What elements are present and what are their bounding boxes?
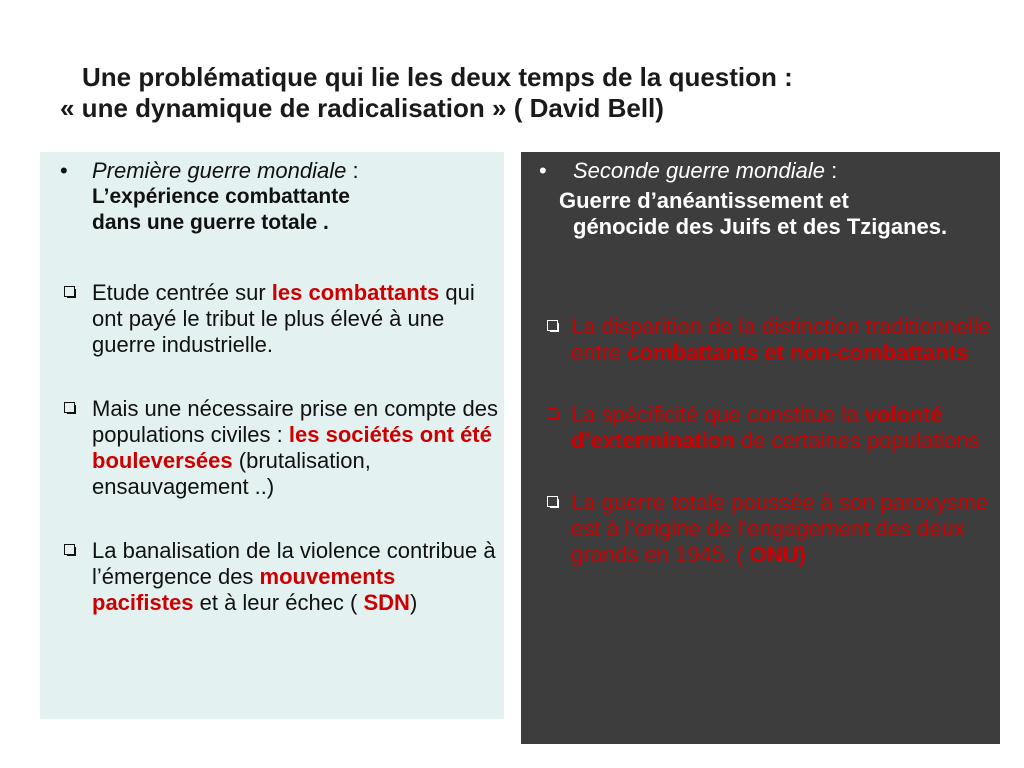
checkbox-bullet-icon bbox=[64, 544, 75, 555]
title-line-2: « une dynamique de radicalisation » ( David Bell) bbox=[60, 93, 664, 123]
right-item-2: La spécificité que constitue la volonté d’extermination de certaines populations bbox=[543, 402, 991, 454]
checkbox-bullet-icon bbox=[547, 496, 558, 507]
left-item-1: Etude centrée sur les combattants qui ont payé le tribut le plus élevé à une guerre industrielle. bbox=[60, 280, 500, 358]
left-panel-first-world-war bbox=[40, 152, 504, 719]
right-subheading-line-1: Guerre d’anéantissement et bbox=[559, 188, 849, 213]
left-heading: Première guerre mondiale bbox=[92, 158, 347, 183]
bullet-dot-icon: • bbox=[539, 158, 547, 183]
checkbox-bullet-icon bbox=[547, 408, 558, 419]
title-line-1: Une problématique qui lie les deux temps de la question : bbox=[82, 62, 793, 92]
right-heading: Seconde guerre mondiale bbox=[573, 158, 825, 183]
left-subheading-line-1: L’expérience combattante bbox=[92, 185, 350, 208]
left-subheading-line-2: dans une guerre totale . bbox=[92, 211, 329, 234]
left-item-2: Mais une nécessaire prise en compte des populations civiles : les sociétés ont été bouleversées (brutalisation, ensauvagement ..) bbox=[60, 396, 500, 500]
checkbox-bullet-icon bbox=[64, 402, 75, 413]
left-item-3: La banalisation de la violence contribue à l’émergence des mouvements pacifistes et à leur échec ( SDN) bbox=[60, 538, 500, 616]
right-item-1: La disparition de la distinction traditionnelle entre combattants et non-combattants bbox=[543, 314, 991, 366]
bullet-dot-icon: • bbox=[60, 158, 68, 183]
checkbox-bullet-icon bbox=[64, 286, 75, 297]
right-panel-second-world-war bbox=[521, 152, 1000, 744]
right-heading-bullet: • Seconde guerre mondiale : Guerre d’anéantissement et génocide des Juifs et des Tziganes. bbox=[539, 158, 989, 240]
slide-title bbox=[60, 62, 960, 124]
checkbox-bullet-icon bbox=[547, 320, 558, 331]
left-heading-bullet: • Première guerre mondiale : L’expérience combattante dans une guerre totale . bbox=[60, 158, 490, 236]
right-subheading-line-2: génocide des Juifs et des Tziganes. bbox=[573, 214, 948, 239]
right-item-3: La guerre totale poussée à son paroxysme est à l’origine de l’engagement des deux grands en 1945. ( ONU) bbox=[543, 490, 991, 568]
